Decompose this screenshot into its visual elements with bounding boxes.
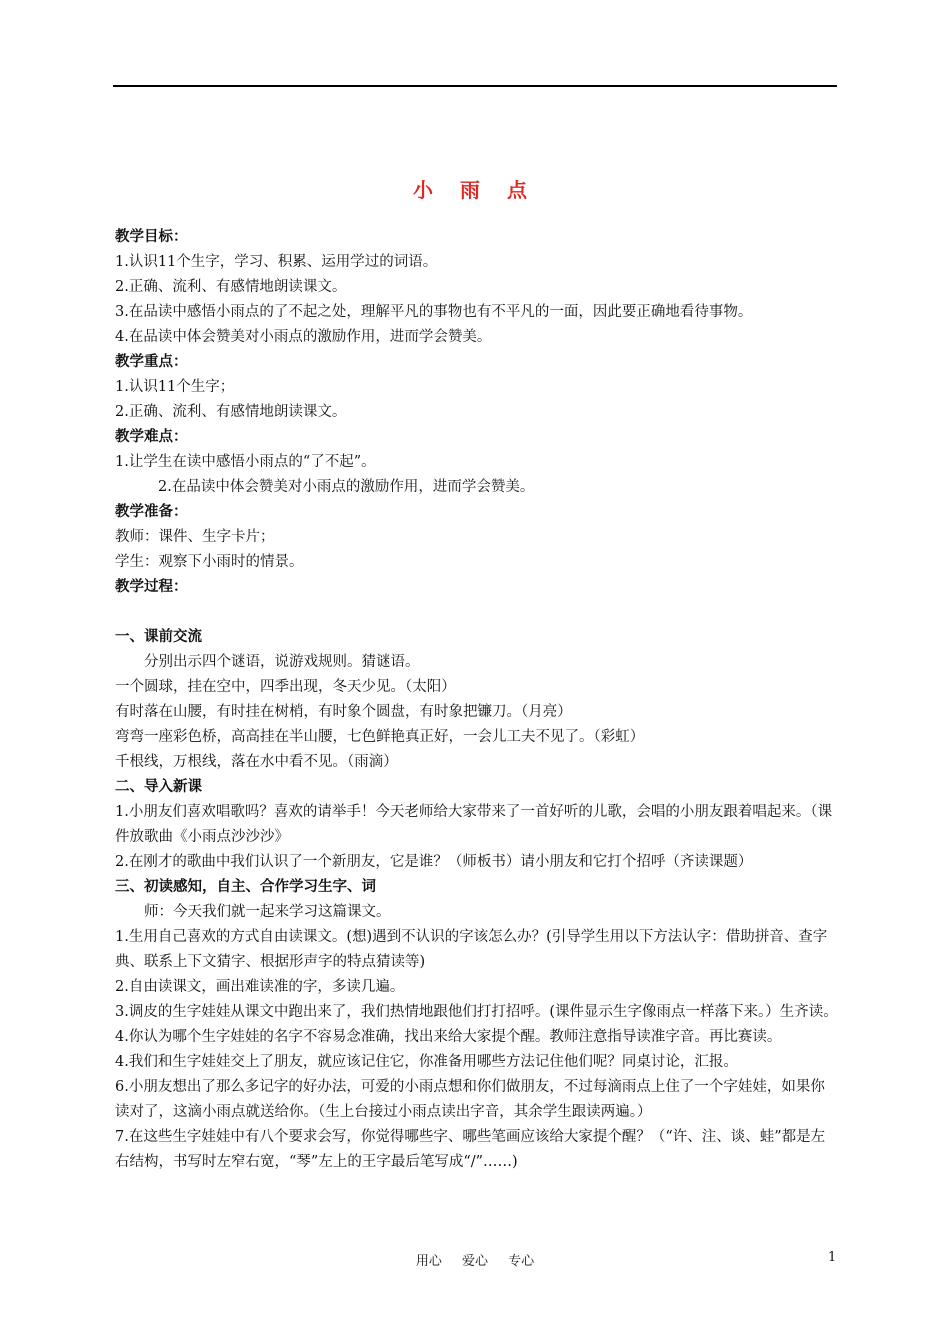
section-line: 4.你认为哪个生字娃娃的名字不容易念准确，找出来给大家提个醒。教师注意指导读准字音。再比赛读。: [115, 1029, 782, 1045]
section-line: 6.小朋友想出了那么多记字的好办法，可爱的小雨点想和你们做朋友，不过每滴雨点上住了一个字娃娃，如果你读对了，这滴小雨点就送给你。（生上台接过小雨点读出字音，其余学生跟读两遍。）: [115, 1079, 825, 1120]
key-point-item: 2.正确、流利、有感情地朗读课文。: [115, 404, 347, 420]
riddle-line: 一个圆球，挂在空中，四季出现，冬天少见。（太阳）: [115, 679, 456, 695]
section-heading: 二、导入新课: [115, 779, 202, 795]
page-title: 小 雨 点: [413, 178, 537, 202]
section-line: 1.小朋友们喜欢唱歌吗？喜欢的请举手！今天老师给大家带来了一首好听的儿歌，会唱的小朋友跟着唱起来。（课件放歌曲《小雨点沙沙沙》: [115, 804, 833, 845]
riddle-line: 有时落在山腰，有时挂在树梢，有时象个圆盘，有时象把镰刀。（月亮）: [115, 704, 572, 720]
section-line: 2.在刚才的歌曲中我们认识了一个新朋友，它是谁？（师板书）请小朋友和它打个招呼（齐读课题）: [115, 854, 753, 870]
section-line: 2.自由读课文，画出难读准的字，多读几遍。: [115, 979, 405, 995]
preparation-heading: 教学准备：: [115, 504, 188, 520]
section-line: 4.我们和生字娃娃交上了朋友，就应该记住它，你准备用哪些方法记住他们呢？同桌讨论，汇报。: [115, 1054, 738, 1070]
page-number: 1: [828, 1250, 837, 1265]
difficulty-item: 2.在品读中体会赞美对小雨点的激励作用，进而学会赞美。: [158, 479, 535, 495]
objective-item: 1.认识11个生字，学习、积累、运用学过的词语。: [115, 254, 438, 270]
section-line: 3.调皮的生字娃娃从课文中跑出来了，我们热情地跟他们打打招呼。(课件显示生字像雨点一样落下来。）生齐读。: [115, 1004, 838, 1020]
preparation-item: 学生：观察下小雨时的情景。: [115, 554, 304, 570]
key-point-item: 1.认识11个生字；: [115, 379, 235, 395]
process-heading: 教学过程：: [115, 579, 188, 595]
key-points-heading: 教学重点：: [115, 354, 188, 370]
document-body: [115, 225, 839, 1175]
section-line: 师：今天我们就一起来学习这篇课文。: [144, 904, 391, 920]
preparation-item: 教师：课件、生字卡片；: [115, 529, 275, 545]
section-line: 分别出示四个谜语，说游戏规则。猜谜语。: [144, 654, 420, 670]
difficulty-item: 1.让学生在读中感悟小雨点的“了不起”。: [115, 454, 376, 470]
difficulties-heading: 教学难点：: [115, 429, 188, 445]
riddle-line: 千根线，万根线，落在水中看不见。（雨滴）: [115, 754, 398, 770]
footer-text: 用心 爱心 专心: [415, 1254, 535, 1269]
spacer: [115, 600, 839, 625]
objective-item: 4.在品读中体会赞美对小雨点的激励作用，进而学会赞美。: [115, 329, 492, 345]
section-heading: 三、初读感知，自主、合作学习生字、词: [115, 879, 376, 895]
section-heading: 一、课前交流: [115, 629, 202, 645]
header-rule: [113, 85, 837, 87]
riddle-line: 弯弯一座彩色桥，高高挂在半山腰，七色鲜艳真正好，一会儿工夫不见了。（彩虹）: [115, 729, 645, 745]
section-line: 1.生用自己喜欢的方式自由读课文。(想)遇到不认识的字该怎么办？(引导学生用以下方法认字：借助拼音、查字典、联系上下文猜字、根据形声字的特点猜读等): [115, 929, 828, 970]
objective-item: 3.在品读中感悟小雨点的了不起之处，理解平凡的事物也有不平凡的一面，因此要正确地看待事物。: [115, 304, 753, 320]
objectives-heading: 教学目标：: [115, 229, 188, 245]
section-line: 7.在这些生字娃娃中有八个要求会写，你觉得哪些字、哪些笔画应该给大家提个醒？（“许、注、谈、蛙”都是左右结构，书写时左窄右宽，“琴”左上的王字最后笔写成“/”……): [115, 1129, 826, 1170]
objective-item: 2.正确、流利、有感情地朗读课文。: [115, 279, 347, 295]
